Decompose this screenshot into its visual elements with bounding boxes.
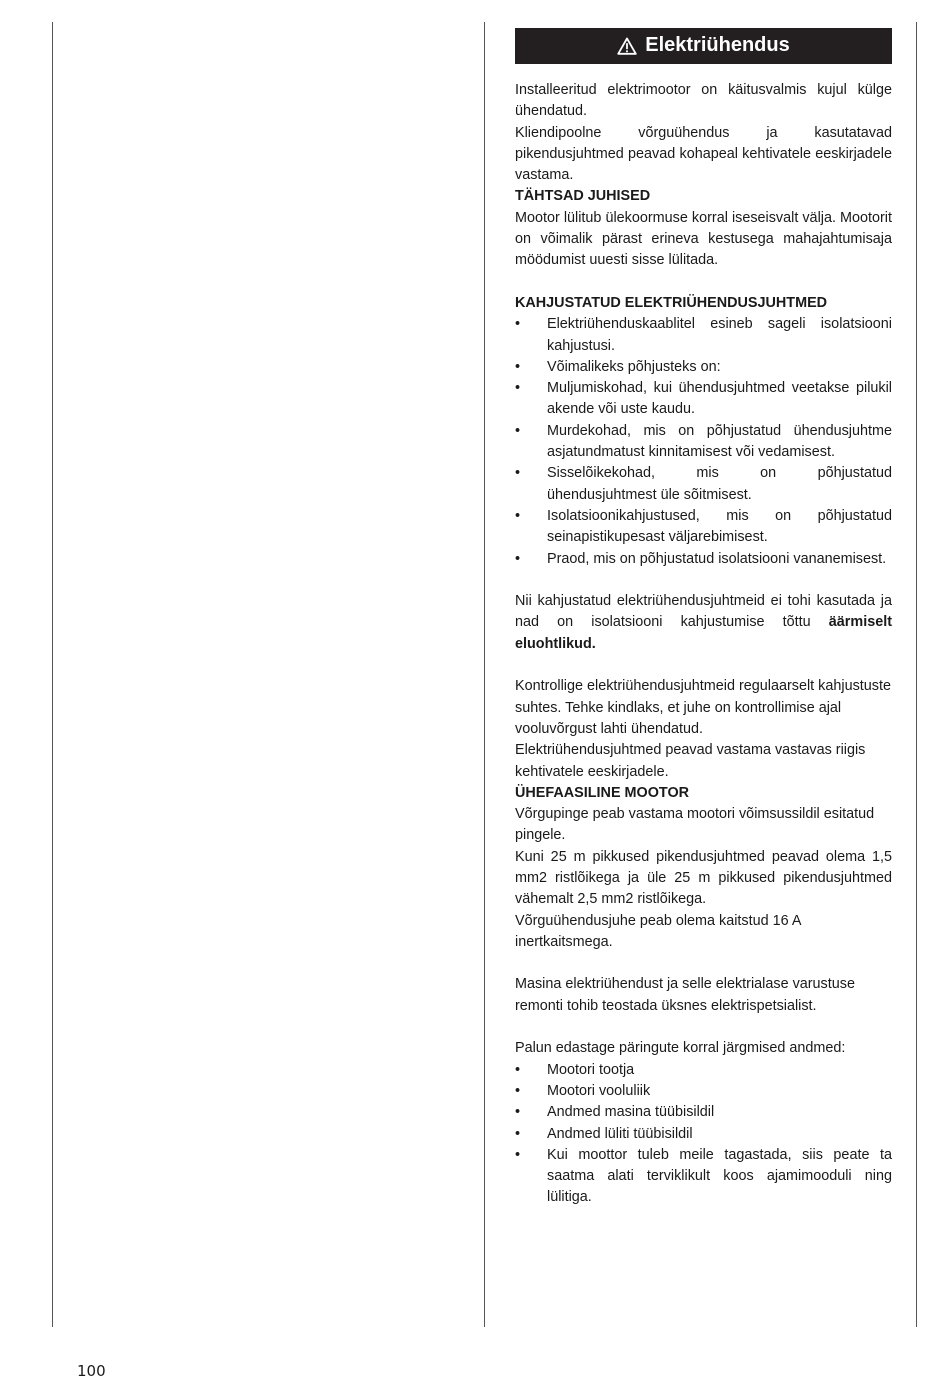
left-margin-rule <box>52 22 53 1327</box>
repair-paragraph: Masina elektriühendust ja selle elektrialase varustuse remonti tohib teostada üksnes elektrispetsialist. <box>515 976 855 1014</box>
intro-paragraph-2: Kliendipoolne võrguühendus ja kasutatavad pikendusjuhtmed peavad kohapeal kehtivatele eeskirjadele vastama. <box>515 124 892 184</box>
page-number: 100 <box>77 1362 106 1380</box>
damaged-list <box>515 314 892 570</box>
control-paragraph-2: Elektriühendusjuhtmed peavad vastama vastavas riigis kehtivatele eeskirjadele. <box>515 742 866 780</box>
warning-paragraph <box>515 591 892 655</box>
list-item: • Elektriühenduskaablitel esineb sageli isolatsiooni kahjustusi. <box>515 314 892 357</box>
warning-triangle-icon <box>617 37 637 55</box>
list-item: • Võimalikeks põhjusteks on: <box>515 357 892 378</box>
list-item: • Kui moottor tuleb meile tagastada, siis peate ta saatma alati terviklikult koos ajamimooduli ning lülitiga. <box>515 1145 892 1209</box>
list-item: • Andmed masina tüübisildil <box>515 1102 892 1123</box>
inquiry-intro: Palun edastage päringute korral järgmised andmed: <box>515 1040 846 1057</box>
list-item: • Mootori vooluliik <box>515 1081 892 1102</box>
single-phase-paragraph-2: Kuni 25 m pikkused pikendusjuhtmed peavad olema 1,5 mm2 ristlõikega ja üle 25 m pikkused pikendusjuhtmed vähemalt 2,5 mm2 ristlõikega. <box>515 848 892 908</box>
single-phase-paragraph-3: Võrguühendusjuhe peab olema kaitstud 16 A inertkaitsmega. <box>515 912 801 950</box>
inquiry-list <box>515 1060 892 1209</box>
list-item: • Murdekohad, mis on põhjustatud ühendusjuhtme asjatundmatust kinnitamisest või vedamisest. <box>515 421 892 464</box>
damaged-heading: KAHJUSTATUD ELEKTRIÜHENDUSJUHTMED <box>515 294 828 311</box>
single-phase-paragraph-1: Võrgupinge peab vastama mootori võimsussildil esitatud pingele. <box>515 806 875 844</box>
list-item: • Mootori tootja <box>515 1060 892 1081</box>
right-margin-rule <box>916 22 917 1327</box>
right-text-column <box>515 28 892 1209</box>
warning-text: Nii kahjustatud elektriühendusjuhtmeid ei tohi kasutada ja nad on isolatsiooni kahjustumise tõttu <box>515 593 892 631</box>
list-item: • Sisselõikekohad, mis on põhjustatud ühendusjuhtmest üle sõitmisest. <box>515 463 892 506</box>
center-column-rule <box>484 22 485 1327</box>
important-text: Mootor lülitub ülekoormuse korral iseseisvalt välja. Mootorit on võimalik pärast erineva kestusega mahajahtumisaja möödumist uuesti sisse lülitada. <box>515 209 892 269</box>
list-item: • Muljumiskohad, kui ühendusjuhtmed veetakse pilukil akende või uste kaudu. <box>515 378 892 421</box>
list-item: • Andmed lüliti tüübisildil <box>515 1124 892 1145</box>
list-item: • Isolatsioonikahjustused, mis on põhjustatud seinapistikupesast väljarebimisest. <box>515 506 892 549</box>
intro-paragraph-1: Installeeritud elektrimootor on käitusvalmis kujul külge ühendatud. <box>515 82 892 120</box>
list-item: • Praod, mis on põhjustatud isolatsiooni vananemisest. <box>515 549 892 570</box>
important-heading: TÄHTSAD JUHISED <box>515 188 651 205</box>
section-banner <box>515 28 892 64</box>
section-title: Elektriühendus <box>645 34 790 57</box>
control-paragraph-1: Kontrollige elektriühendusjuhtmeid regulaarselt kahjustuste suhtes. Tehke kindlaks, et juhe on kontrollimise ajal vooluvõrgust lahti ühendatud. <box>515 678 891 737</box>
single-phase-heading: ÜHEFAASILINE MOOTOR <box>515 784 690 801</box>
warning-emphasis: äärmiselt eluohtlikud. <box>515 614 892 652</box>
